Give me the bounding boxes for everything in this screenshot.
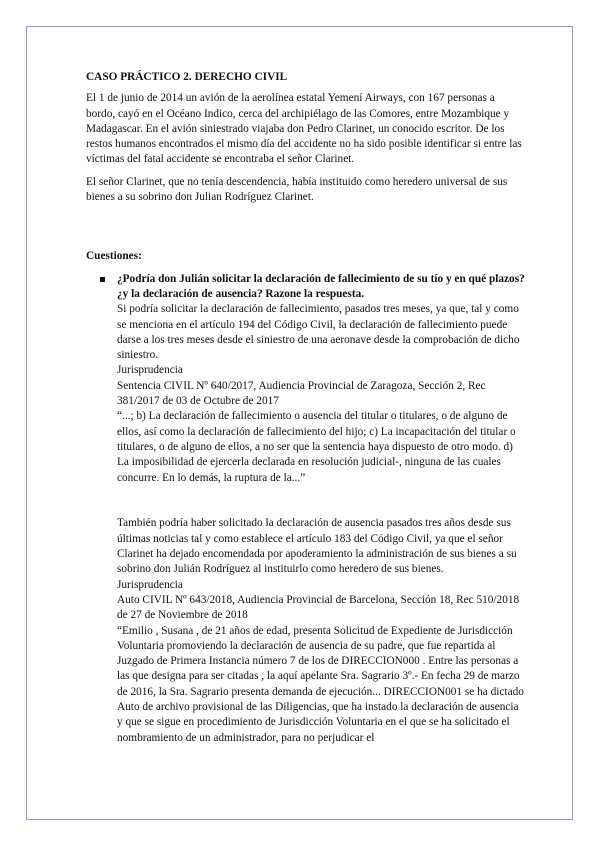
case-quote-1: “...; b) La declaración de fallecimiento o ausencia del titular o titulares, o de alguno de ellos, así como la declaración de fallecimiento del hijo; c) La incapacitación del titular o titulares, o de alguno de ellos, a no ser que la sentencia haya dispuesto de otro modo. d) La imposibilidad de ejercerla declarada en resolución judicial-, ninguna de las cuales concurre. En lo demás, la ruptura de la...” bbox=[117, 410, 516, 484]
case-quote-2: “Emilio , Susana , de 21 años de edad, presenta Solicitud de Expediente de Jurisdicción Voluntaria promoviendo la declaración de ausencia de su padre, que fue repartida al Juzgado de Primera Instancia número 7 de los de DIRECCION000 . Entre las personas a las que designa para ser citadas , la aquí apelante Sra. Sagrario 3º.- En fecha 29 de marzo de 2016, la Sra. Sagrario presenta demanda de ejecución... DIRECCION001 se ha dictado Auto de archivo provisional de las Diligencias, que ha instado la declaración de ausencia y que se sigue en procedimiento de Jurisdicción Voluntaria en el que se ha solicitado el nombramiento de un administrador, para no perjudicar el bbox=[117, 624, 524, 744]
intro-paragraph-1: El 1 de junio de 2014 un avión de la aerolínea estatal Yemení Airways, con 167 personas a bordo, cayó en el Océano Indico, cerca del archipiélago de las Comores, entre Mozambique y Madagascar. En el avión siniestrado viajaba don Pedro Clarinet, un conocido escritor. De los restos humanos encontrados el mismo día del accidente no ha sido posible identificar si entre las víctimas del fatal accidente se encontraba el señor Clarinet. bbox=[86, 92, 522, 166]
document-body bbox=[86, 70, 526, 746]
answer-paragraph-1: Si podría solicitar la declaración de fallecimiento, pasados tres meses, ya que, tal y como se menciona en el artículo 194 del Código Civil, la declaración de fallecimiento puede darse a los tres meses desde el siniestro de una aeronave desde la comprobación de dicho siniestro. bbox=[117, 303, 520, 362]
jurisprudence-label-1: Jurisprudencia bbox=[117, 364, 183, 377]
square-bullet-icon bbox=[100, 277, 105, 282]
list-item bbox=[86, 272, 526, 746]
document-title: CASO PRÁCTICO 2. DERECHO CIVIL bbox=[86, 71, 288, 83]
jurisprudence-label-2: Jurisprudencia bbox=[117, 578, 183, 591]
question-text: ¿Podría don Julián solicitar la declaración de fallecimiento de su tío y en qué plazos? ¿y la declaración de ausencia? Razone la respuesta. bbox=[117, 272, 525, 300]
questions-heading: Cuestiones: bbox=[86, 250, 142, 263]
intro-paragraph-2: El señor Clarinet, que no tenía descendencia, había instituido como heredero universal de sus bienes a su sobrino don Julian Rodríguez Clarinet. bbox=[86, 175, 508, 204]
answer-paragraph-2: También podría haber solicitado la declaración de ausencia pasados tres años desde sus últimas noticias tal y como establece el artículo 183 del Código Civil, ya que el señor Clarinet ha dejado encomendada por apoderamiento la administración de sus bienes a su sobrino don Julián Rodríguez al instituirlo como heredero de sus bienes. bbox=[117, 517, 517, 576]
case-reference-1: Sentencia CIVIL Nº 640/2017, Audiencia Provincial de Zaragoza, Sección 2, Rec 381/2017 de 03 de Octubre de 2017 bbox=[117, 379, 486, 408]
case-reference-2: Auto CIVIL Nº 643/2018, Audiencia Provincial de Barcelona, Sección 18, Rec 510/2018 de 27 de Noviembre de 2018 bbox=[117, 593, 520, 622]
